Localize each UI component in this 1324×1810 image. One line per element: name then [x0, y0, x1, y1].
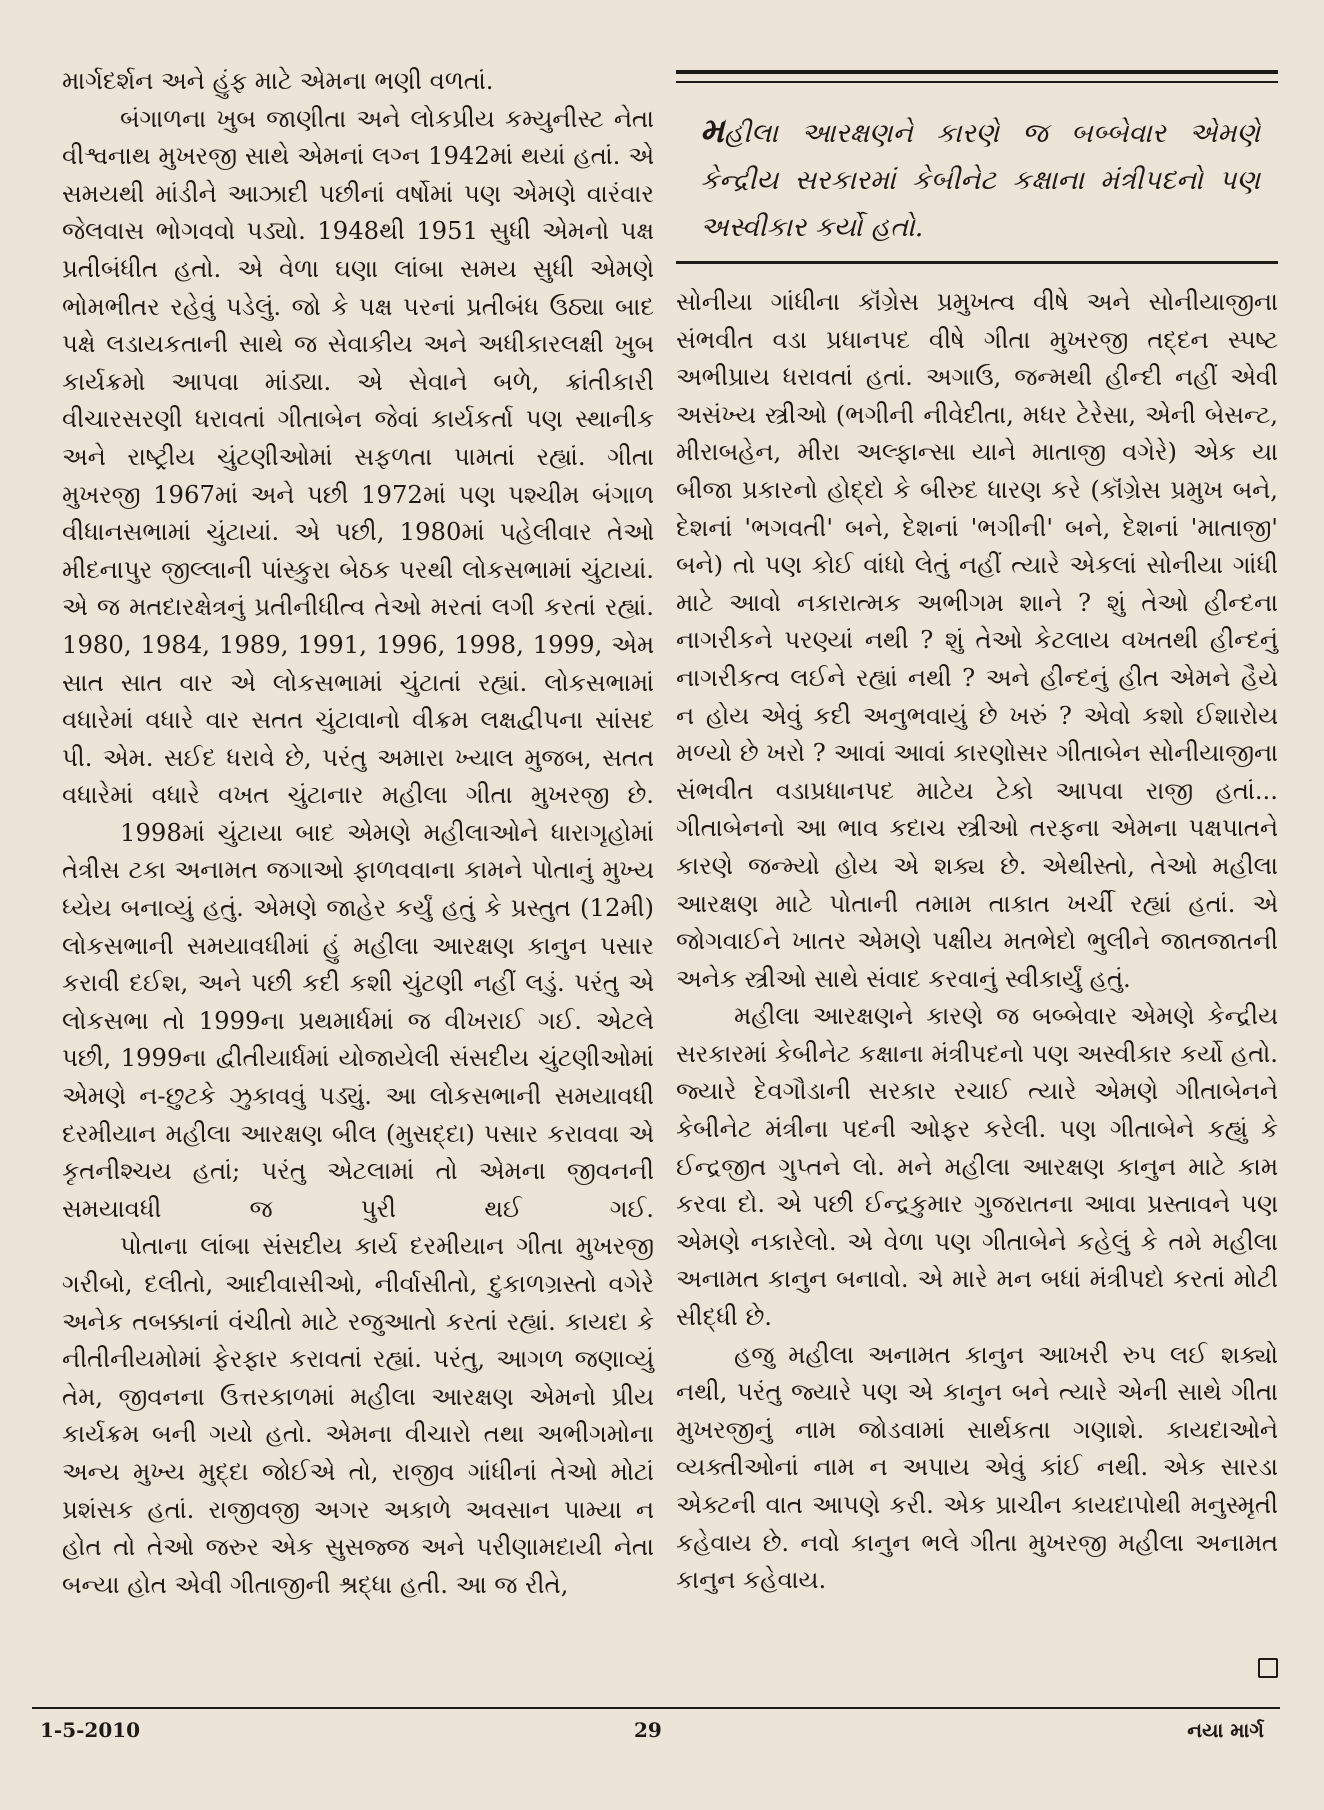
- footer-date: 1-5-2010: [40, 1718, 141, 1742]
- footer-rule: [32, 1707, 1280, 1709]
- article-end-marker: [1258, 1658, 1278, 1678]
- footer-page-number: 29: [634, 1718, 662, 1742]
- right-column: [676, 283, 1278, 1599]
- pull-quote-dropcap: મ: [700, 111, 725, 151]
- left-paragraph-2: બંગાળના ખુબ જાણીતા અને લોકપ્રીય કમ્યુનીસ્ટ નેતા વીશ્વનાથ મુખરજી સાથે એમનાં લગ્ન 1942માં થયાં હતાં. એ સમયથી માંડીને આઝાદી પછીનાં વર્ષોમાં પણ એમણે વારંવાર જેલવાસ ભોગવવો પડ્યો. 1948થી 1951 સુધી એમનો પક્ષ પ્રતીબંધીત હતો. એ વેળા ઘણા લાંબા સમય સુધી એમણે ભોમભીતર રહેવું પડેલું. જો કે પક્ષ પરનાં પ્રતીબંધ ઉઠ્યા બાદ પક્ષે લડાયકતાની સાથે જ સેવાકીય અને અધીકારલક્ષી ખુબ કાર્યક્રમો આપવા માંડ્યા. એ સેવાને બળે, ક્રાંતીકારી વીચારસરણી ધરાવતાં ગીતાબેન જેવાં કાર્યકર્તા પણ સ્થાનીક અને રાષ્ટ્રીય ચુંટણીઓમાં સફળતા પામતાં રહ્યાં. ગીતા મુખરજી 1967માં અને પછી 1972માં પણ પશ્ચીમ બંગાળ વીધાનસભામાં ચુંટાયાં. એ પછી, 1980માં પહેલીવાર તેઓ મીદનાપુર જીલ્લાની પાંસ્કુરા બેઠક પરથી લોકસભામાં ચુંટાયાં. એ જ મતદારક્ષેત્રનું પ્રતીનીધીત્વ તેઓ મરતાં લગી કરતાં રહ્યાં. 1980, 1984, 1989, 1991, 1996, 1998, 1999, એમ સાત સાત વાર એ લોકસભામાં ચુંટાતાં રહ્યાં. લોકસભામાં વધારેમાં વધારે વાર સતત ચુંટાવાનો વીક્રમ લક્ષદ્વીપના સાંસદ પી. એમ. સઈદ ધરાવે છે, પરંતુ અમારા ખ્યાલ મુજબ, સતત વધારેમાં વધારે વખત ચુંટાનાર મહીલા ગીતા મુખરજી છે.: [62, 103, 654, 810]
- left-paragraph-3: 1998માં ચુંટાયા બાદ એમણે મહીલાઓને ધારાગૃહોમાં તેત્રીસ ટકા અનામત જગાઓ ફાળવવાના કામને પોતાનું મુખ્ય ધ્યેય બનાવ્યું હતું. એમણે જાહેર કર્યું હતું કે પ્રસ્તુત (12મી) લોકસભાની સમયાવધીમાં હું મહીલા આરક્ષણ કાનુન પસાર કરાવી દઈશ, અને પછી કદી કશી ચુંટણી નહીં લડું. પરંતુ એ લોકસભા તો 1999ના પ્રથમાર્ધમાં જ વીખરાઈ ગઈ. એટલે પછી, 1999ના દ્વીતીયાર્ધમાં યોજાયેલી સંસદીય ચુંટણીઓમાં એમણે ન-છુટકે ઝુકાવવું પડ્યું. આ લોકસભાની સમયાવધી દરમીયાન મહીલા આરક્ષણ બીલ (મુસદ્દા) પસાર કરાવવા એ કૃતનીશ્ચય હતાં; પરંતુ એટલામાં તો એમના જીવનની સમયાવધી જ પુરી થઈ ગઈ.: [62, 817, 654, 1223]
- pull-quote: [700, 108, 1260, 251]
- pull-quote-bottom-rule: [676, 261, 1278, 264]
- footer-magazine-name: નયા માર્ગ: [1187, 1718, 1264, 1742]
- left-paragraph-4: પોતાના લાંબા સંસદીય કાર્ય દરમીયાન ગીતા મુખરજી ગરીબો, દલીતો, આદીવાસીઓ, નીર્વાસીતો, દુકાળગ્રસ્તો વગેરે અનેક તબક્કાનાં વંચીતો માટે રજુઆતો કરતાં રહ્યાં. કાયદા કે નીતીનીયમોમાં ફેરફાર કરાવતાં રહ્યાં. પરંતુ, આગળ જણાવ્યું તેમ, જીવનના ઉત્તરકાળમાં મહીલા આરક્ષણ એમનો પ્રીય કાર્યક્રમ બની ગયો હતો. એમના વીચારો તથા અભીગમોના અન્ય મુખ્ય મુદ્દા જોઈએ તો, રાજીવ ગાંધીનાં તેઓ મોટાં પ્રશંસક હતાં. રાજીવજી અગર અકાળે અવસાન પામ્યા ન હોત તો તેઓ જરુર એક સુસજ્જ અને પરીણામદાયી નેતા બન્યા હોત એવી ગીતાજીની શ્રદ્ધા હતી. આ જ રીતે,: [62, 1231, 654, 1599]
- pull-quote-text: હીલા આરક્ષણને કારણે જ બબ્બેવાર એમણે કેન્દ્રીય સરકારમાં કેબીનેટ કક્ષાના મંત્રીપદનો પણ અસ્વીકાર કર્યો હતો.: [700, 118, 1260, 243]
- right-paragraph-2: મહીલા આરક્ષણને કારણે જ બબ્બેવાર એમણે કેન્દ્રીય સરકારમાં કેબીનેટ કક્ષાના મંત્રીપદનો પણ અસ્વીકાર કર્યો હતો. જ્યારે દેવગૌડાની સરકાર રચાઈ ત્યારે એમણે ગીતાબેનને કેબીનેટ મંત્રીના પદની ઓફર કરેલી. પણ ગીતાબેને કહ્યું કે ઈન્દ્રજીત ગુપ્તને લો. મને મહીલા આરક્ષણ કાનુન માટે કામ કરવા દો. એ પછી ઈન્દ્રકુમાર ગુજરાતના આવા પ્રસ્તાવને પણ એમણે નકારેલો. એ વેળા પણ ગીતાબેને કહેલું કે તમે મહીલા અનામત કાનુન બનાવો. એ મારે મન બધાં મંત્રીપદો કરતાં મોટી સીદ્ધી છે.: [676, 1001, 1278, 1332]
- right-paragraph-1: સોનીયા ગાંધીના કૉંગ્રેસ પ્રમુખત્વ વીષે અને સોનીયાજીના સંભવીત વડા પ્રધાનપદ વીષે ગીતા મુખરજી તદ્દન સ્પષ્ટ અભીપ્રાય ધરાવતાં હતાં. અગાઉ, જન્મથી હીન્દી નહીં એવી અસંખ્ય સ્ત્રીઓ (ભગીની નીવેદીતા, મધર ટેરેસા, એની બેસન્ટ, મીરાબહેન, મીરા અલ્ફાન્સા યાને માતાજી વગેરે) એક યા બીજા પ્રકારનો હોદ્દો કે બીરુદ ધારણ કરે (કૉંગ્રેસ પ્રમુખ બને, દેશનાં 'ભગવતી' બને, દેશનાં 'ભગીની' બને, દેશનાં 'માતાજી' બને) તો પણ કોઈ વાંધો લેતું નહીં ત્યારે એકલાં સોનીયા ગાંધી માટે આવો નકારાત્મક અભીગમ શાને ? શું તેઓ હીન્દના નાગરીકને પરણ્યાં નથી ? શું તેઓ કેટલાય વખતથી હીન્દનું નાગરીકત્વ લઈને રહ્યાં નથી ? અને હીન્દનું હીત એમને હૈયે ન હોય એવું કદી અનુભવાયું છે ખરું ? એવો કશો ઈશારોય મળ્યો છે ખરો ? આવાં આવાં કારણોસર ગીતાબેન સોનીયાજીના સંભવીત વડાપ્રધાનપદ માટેય ટેકો આપવા રાજી હતાં... ગીતાબેનનો આ ભાવ કદાચ સ્ત્રીઓ તરફના એમના પક્ષપાતને કારણે જન્મ્યો હોય એ શક્ય છે. એથીસ્તો, તેઓ મહીલા આરક્ષણ માટે પોતાની તમામ તાકાત ખર્ચી રહ્યાં હતાં. એ જોગવાઈને ખાતર એમણે પક્ષીય મતભેદો ભુલીને જાતજાતની અનેક સ્ત્રીઓ સાથે સંવાદ કરવાનું સ્વીકાર્યું હતું.: [676, 287, 1278, 993]
- left-column: [62, 62, 654, 1603]
- right-paragraph-3: હજુ મહીલા અનામત કાનુન આખરી રુપ લઈ શક્યો નથી, પરંતુ જ્યારે પણ એ કાનુન બને ત્યારે એની સાથે ગીતા મુખરજીનું નામ જોડવામાં સાર્થકતા ગણાશે. કાયદાઓને વ્યક્તીઓનાં નામ ન અપાય એવું કાંઈ નથી. એક સારડા એક્ટની વાત આપણે કરી. એક પ્રાચીન કાયદાપોથી મનુસ્મૃતી કહેવાય છે. નવો કાનુન ભલે ગીતા મુખરજી મહીલા અનામત કાનુન કહેવાય.: [676, 1339, 1278, 1595]
- left-paragraph-1: માર્ગદર્શન અને હુંફ માટે એમના ભણી વળતાં.: [62, 66, 494, 95]
- pull-quote-top-rule: [676, 70, 1278, 83]
